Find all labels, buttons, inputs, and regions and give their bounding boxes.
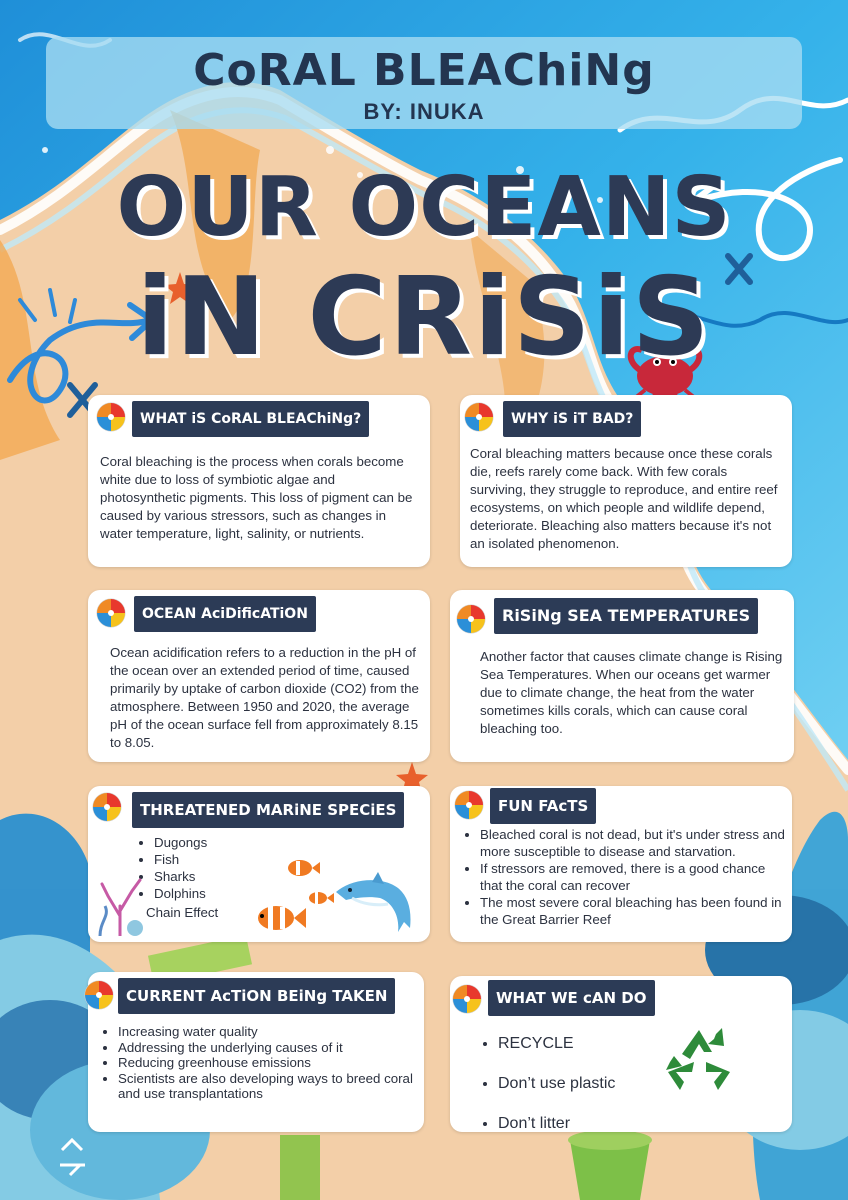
beach-ball-icon [452, 984, 482, 1014]
what-is-title: WHAT iS CoRAL BLEAChiNg? [132, 401, 369, 437]
list-item: • Reducing greenhouse emissions [118, 1055, 418, 1071]
fun-facts-list [462, 826, 790, 928]
why-bad-body: Coral bleaching matters because once these corals die, reefs rarely come back. With few corals surviving, they struggle to reproduce, and entire reef ecosystems, on which people and wildlife depend, deteriorate. Bleaching also matters because it's not an isolated phenomenon. [470, 446, 778, 551]
list-item: • Dugongs [154, 834, 304, 851]
coral-icon [90, 866, 150, 936]
what-is-body: Coral bleaching is the process when corals become white due to loss of symbiotic algae and photosynthetic pigments. This loss of pigment can be caused by various stressors, such as changes in water temperature, light, salinity, or nutrients. [100, 454, 413, 541]
list-item: • Don’t use plastic [498, 1064, 698, 1104]
beach-ball-icon [96, 598, 126, 628]
list-item: • The most severe coral bleaching has been found in the Great Barrier Reef [480, 894, 790, 928]
rising-temps-body: Another factor that causes climate change is Rising Sea Temperatures. When our oceans get warmer due to climate change, the heat from the water sometimes kills corals, which can cause coral bleaching too. [480, 649, 783, 736]
current-action-title: CURRENT AcTiON BEiNg TAKEN [118, 978, 395, 1014]
acidification-title: OCEAN AciDificATiON [134, 596, 316, 632]
list-item: • RECYCLE [498, 1024, 698, 1064]
current-action-list [100, 1024, 418, 1102]
beach-ball-icon [454, 790, 484, 820]
recycle-icon [664, 1026, 734, 1092]
beach-ball-icon [84, 980, 114, 1010]
list-item: • Sharks [154, 868, 304, 885]
rising-temps-title: RiSiNg SEA TEMPERATURES [494, 598, 758, 634]
what-we-can-do-title: WHAT WE cAN DO [488, 980, 655, 1016]
list-item: • Fish [154, 851, 304, 868]
list-item: • Scientists are also developing ways to breed coral and use transplantations [118, 1071, 418, 1102]
list-item: • Dolphins [154, 885, 304, 902]
list-item: • Don’t litter [498, 1104, 698, 1144]
list-item: • Bleached coral is not dead, but it's under stress and more susceptible to disease and starvation. [480, 826, 790, 860]
beach-ball-icon [96, 402, 126, 432]
list-item: • If stressors are removed, there is a good chance that the coral can recover [480, 860, 790, 894]
list-item: • Increasing water quality [118, 1024, 418, 1040]
why-bad-title: WHY iS iT BAD? [503, 401, 641, 437]
beach-ball-icon [464, 402, 494, 432]
headline-line-2: iN CRiSiS [136, 255, 712, 380]
beach-ball-icon [456, 604, 486, 634]
header-banner [46, 37, 802, 129]
dolphin-icon [332, 870, 422, 940]
threatened-title: THREATENED MARiNE SPECiES [132, 792, 404, 828]
list-item: • Addressing the underlying causes of it [118, 1040, 418, 1056]
headline-line-1: OUR OCEANS [116, 160, 732, 255]
poster-author: BY: INUKA [363, 99, 485, 124]
species-footer: Chain Effect [146, 905, 219, 920]
beach-ball-icon [92, 792, 122, 822]
fun-facts-title: FUN FAcTS [490, 788, 596, 824]
acidification-body: Ocean acidification refers to a reduction in the pH of the ocean over an extended period of time, caused primarily by uptake of carbon dioxide (CO2) from the atmosphere. Between 1950 and 2020, the average pH of the ocean surface fell from approximately 8.15 to 8.05. [110, 645, 419, 750]
poster-title: CoRAL BLEAChiNg [193, 45, 655, 96]
